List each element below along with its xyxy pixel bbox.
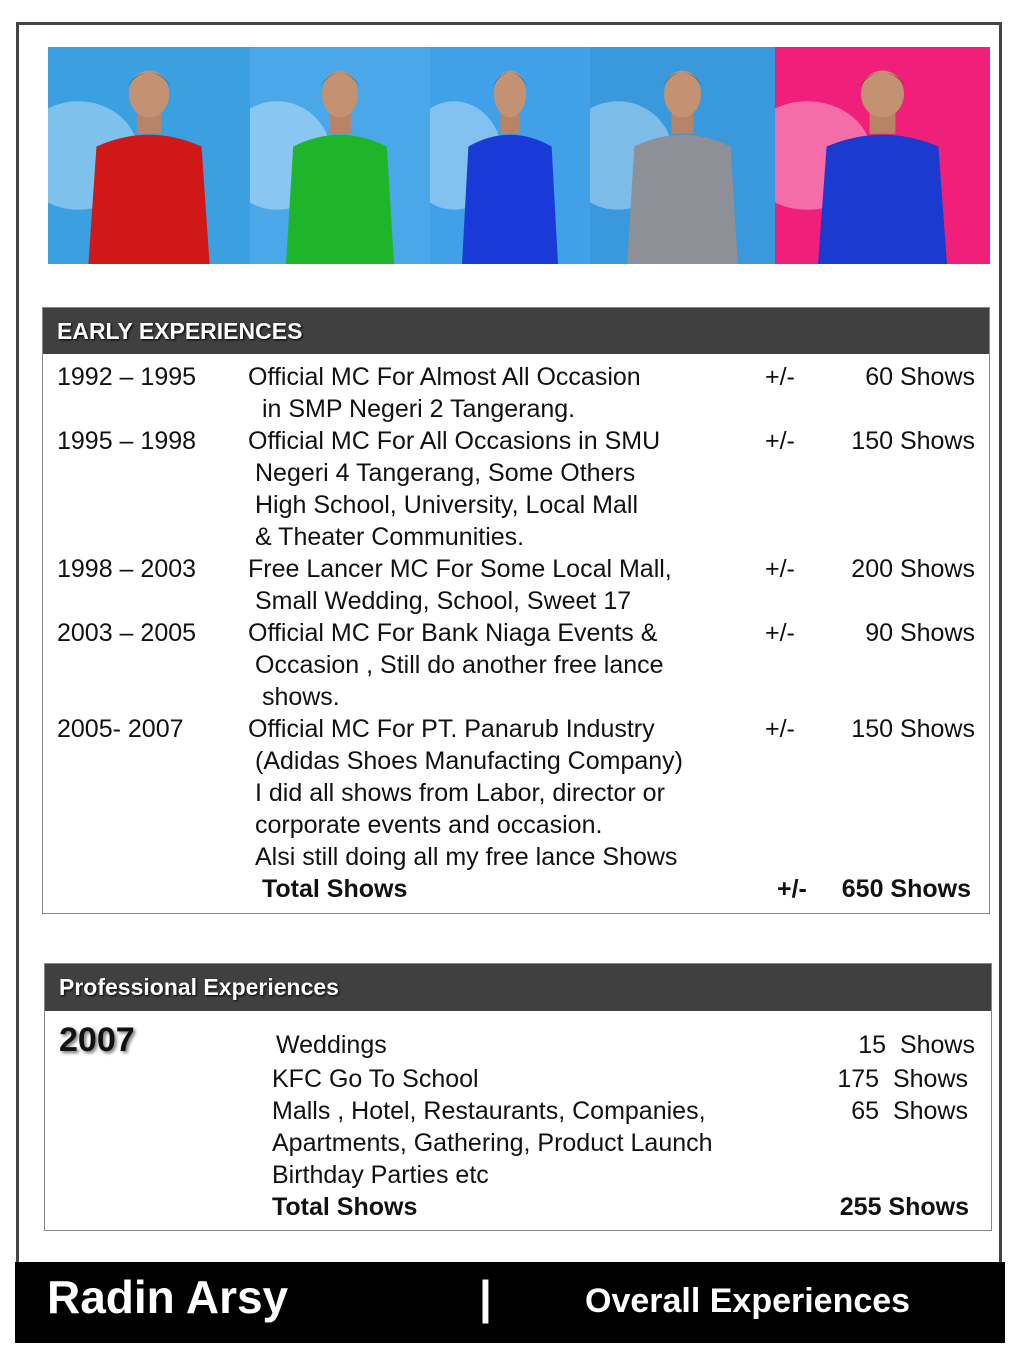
entry-years: 1992 – 1995 [57,363,197,391]
total-approx: +/- [777,875,807,903]
entry-description-line: & Theater Communities. [255,523,525,551]
pro-item: KFC Go To School [272,1065,479,1093]
pro-item-shows: 175 Shows [837,1065,968,1093]
entry-description-line: Official MC For All Occasions in SMU [248,427,661,455]
entry-shows: 150 Shows [851,427,975,455]
person-photo-icon [590,47,775,264]
photo-strip [48,47,990,264]
entry-description-line: shows. [255,683,340,711]
entry-shows: 60 Shows [865,363,975,391]
section-title: Professional Experiences [45,964,991,1011]
pro-item-shows: 15 Shows [858,1031,975,1059]
entry-description-line: in SMP Negeri 2 Tangerang. [255,395,576,423]
total-label: Total Shows [262,875,408,903]
early-experiences-section [42,307,990,914]
entry-years: 2003 – 2005 [57,619,197,647]
entry-years: 1998 – 2003 [57,555,197,583]
total-label: Total Shows [272,1193,418,1221]
entry-shows: 200 Shows [851,555,975,583]
entry-shows: 90 Shows [865,619,975,647]
entry-description-line: Occasion , Still do another free lance [255,651,664,679]
entry-description-line: (Adidas Shoes Manufacting Company) [255,747,684,775]
year-label: 2007 [59,1021,135,1059]
pro-item-shows: 65 Shows [851,1097,968,1125]
entry-description-line: High School, University, Local Mall [255,491,639,519]
total-shows: 650 Shows [841,875,971,903]
person-photo-icon [775,47,990,264]
photo-red-sweater [48,47,250,264]
pro-item: Apartments, Gathering, Product Launch [272,1129,713,1157]
person-photo-icon [48,47,250,264]
section-title: EARLY EXPERIENCES [43,308,989,354]
photo-grey-sweater [590,47,775,264]
entry-shows: 150 Shows [851,715,975,743]
person-photo-icon [250,47,430,264]
professional-experiences-section [44,963,992,1231]
entry-description-line: I did all shows from Labor, director or [255,779,665,807]
person-name: Radin Arsy [47,1271,289,1323]
photo-blue-shirt [430,47,590,264]
entry-description-line: Alsi still doing all my free lance Shows [255,843,678,871]
entry-years: 2005- 2007 [57,715,184,743]
entry-description-line: Official MC For Bank Niaga Events & [248,619,658,647]
photo-blue-shirt-pink [775,47,990,264]
entry-description-line: Negeri 4 Tangerang, Some Others [255,459,636,487]
entry-description-line: Free Lancer MC For Some Local Mall, [248,555,672,583]
entry-approx: +/- [765,555,795,583]
person-photo-icon [430,47,590,264]
pro-item: Malls , Hotel, Restaurants, Companies, [272,1097,706,1125]
entry-description-line: Small Wedding, School, Sweet 17 [255,587,632,615]
entry-description-line: corporate events and occasion. [255,811,603,839]
pro-item: Birthday Parties etc [272,1161,489,1189]
total-shows: 255 Shows [839,1193,969,1221]
entry-description-line: Official MC For PT. Panarub Industry [248,715,655,743]
photo-green-shirt [250,47,430,264]
entry-approx: +/- [765,427,795,455]
separator: | [479,1271,492,1323]
footer-bar [15,1262,1005,1343]
entry-years: 1995 – 1998 [57,427,197,455]
entry-approx: +/- [765,619,795,647]
entry-approx: +/- [765,715,795,743]
entry-description-line: Official MC For Almost All Occasion [248,363,641,391]
entry-approx: +/- [765,363,795,391]
footer-subtitle: Overall Experiences [585,1282,911,1320]
pro-item: Weddings [276,1031,387,1059]
